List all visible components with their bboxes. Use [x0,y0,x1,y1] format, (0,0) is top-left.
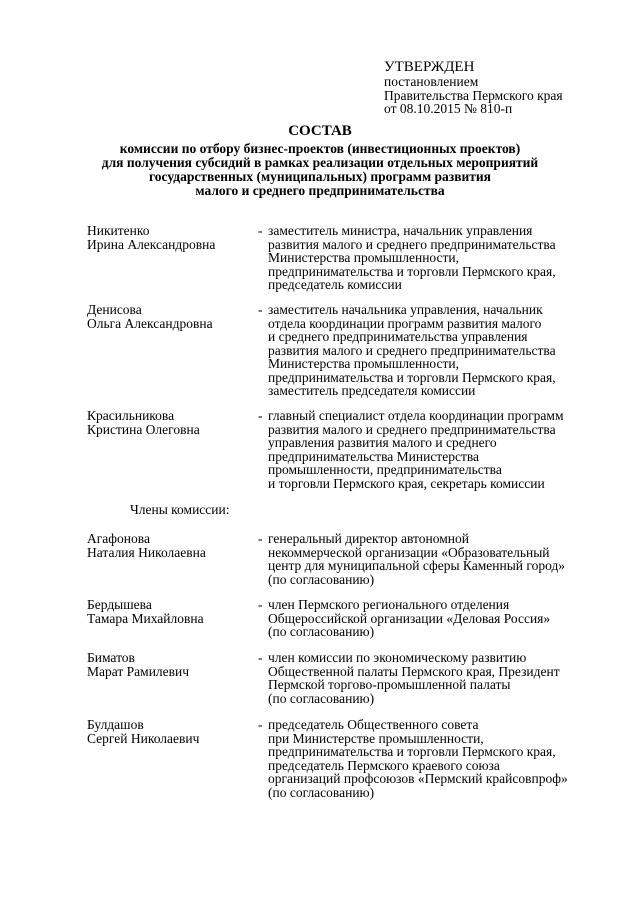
member-given-names: Тамара Михайловна [87,610,204,626]
role-line: центр для муниципальной сферы Каменный город» [268,558,566,573]
role-line: отдела координации программ развития малого [268,315,542,331]
approval-stamp-title: УТВЕРЖДЕН [384,59,475,75]
member-name [87,409,257,436]
separator-dash: - [258,531,263,546]
role-line: промышленности, предпринимательства [268,462,502,477]
role-line: заместитель начальника управления, начальник [268,302,543,317]
role-line: предпринимательства и торговли Пермского края, [268,369,556,385]
member-name [87,598,257,625]
member-given-names: Ирина Александровна [87,236,216,252]
role-line: и среднего предпринимательства управления [268,329,528,344]
member-surname: Красильникова [87,408,175,423]
member-surname: Агафонова [87,531,150,546]
role-line: (по согласованию) [268,784,375,800]
role-line: Общественной палаты Пермского края, Президент [268,663,560,679]
role-line: управления развития малого и среднего [268,435,497,450]
member-surname: Никитенко [87,223,150,238]
role-line: Министерства промышленности, [268,250,459,265]
role-line: председатель комиссии [268,277,402,292]
document-subtitle [60,142,580,198]
role-line: заместитель председателя комиссии [268,383,476,398]
subtitle-line: комиссии по отбору бизнес-проектов (инвестиционных проектов) [119,141,521,156]
approval-line-1: постановлением [384,74,479,89]
role-line: предпринимательства и торговли Пермского края, [268,263,556,279]
member-surname: Бердышева [87,597,152,612]
member-role [268,303,628,398]
role-line: развития малого и среднего предпринимательства [268,342,556,358]
role-line: развития малого и среднего предпринимательства [268,421,556,437]
member-given-names: Ольга Александровна [87,315,213,331]
separator-dash: - [258,302,263,317]
role-line: председатель Пермского краевого союза [268,757,500,773]
member-name [87,532,257,559]
document-title: СОСТАВ [288,123,352,139]
member-surname: Булдашов [87,717,144,732]
role-line: и торговли Пермского края, секретарь комиссии [268,475,545,491]
member-given-names: Сергей Николаевич [87,730,200,746]
subtitle-line: для получения субсидий в рамках реализации отдельных мероприятий [101,155,539,170]
role-line: развития малого и среднего предпринимательства [268,236,556,252]
separator-dash: - [258,223,263,238]
separator-dash: - [258,650,263,665]
role-line: председатель Общественного совета [268,717,479,732]
subtitle-line: малого и среднего предпринимательства [195,183,445,198]
member-surname: Денисова [87,302,142,317]
approval-stamp [384,60,624,116]
members-section-header: Члены комиссии: [130,502,230,517]
role-line: некоммерческой организации «Образовательный [268,544,550,560]
member-name [87,718,257,745]
role-line: предпринимательства и торговли Пермского края, [268,744,556,759]
member-role [268,532,628,586]
member-name [87,303,257,330]
role-line: (по согласованию) [268,690,375,706]
role-line: генеральный директор автономной [268,531,469,546]
member-role [268,224,628,292]
member-name [87,651,257,678]
separator-dash: - [258,408,263,423]
role-line: главный специалист отдела координации программ [268,408,564,423]
role-line: Министерства промышленности, [268,356,459,371]
member-given-names: Кристина Олеговна [87,421,200,437]
role-line: член Пермского регионального отделения [268,597,510,612]
role-line: Общероссийской организации «Деловая Россия» [268,610,551,626]
member-role [268,598,628,639]
approval-line-3: от 08.10.2015 № 810-п [384,101,513,116]
role-line: организаций профсоюзов «Пермский крайсовпроф» [268,771,568,786]
role-line: предпринимательства Министерства [268,448,480,464]
role-line: член комиссии по экономическому развитию [268,650,527,665]
separator-dash: - [258,717,263,732]
role-line: (по согласованию) [268,624,375,639]
approval-line-2: Правительства Пермского края [384,87,563,103]
separator-dash: - [258,597,263,612]
member-role [268,718,628,799]
member-surname: Биматов [87,650,135,665]
member-given-names: Наталия Николаевна [87,544,206,560]
member-role [268,651,628,705]
role-line: при Министерстве промышленности, [268,730,484,746]
role-line: (по согласованию) [268,571,375,587]
subtitle-line: государственных (муниципальных) программ развития [149,169,491,184]
role-line: заместитель министра, начальник управления [268,223,533,238]
member-role [268,409,628,490]
member-name [87,224,257,251]
role-line: Пермской торгово-промышленной палаты [268,677,511,692]
member-given-names: Марат Рамилевич [87,663,190,679]
